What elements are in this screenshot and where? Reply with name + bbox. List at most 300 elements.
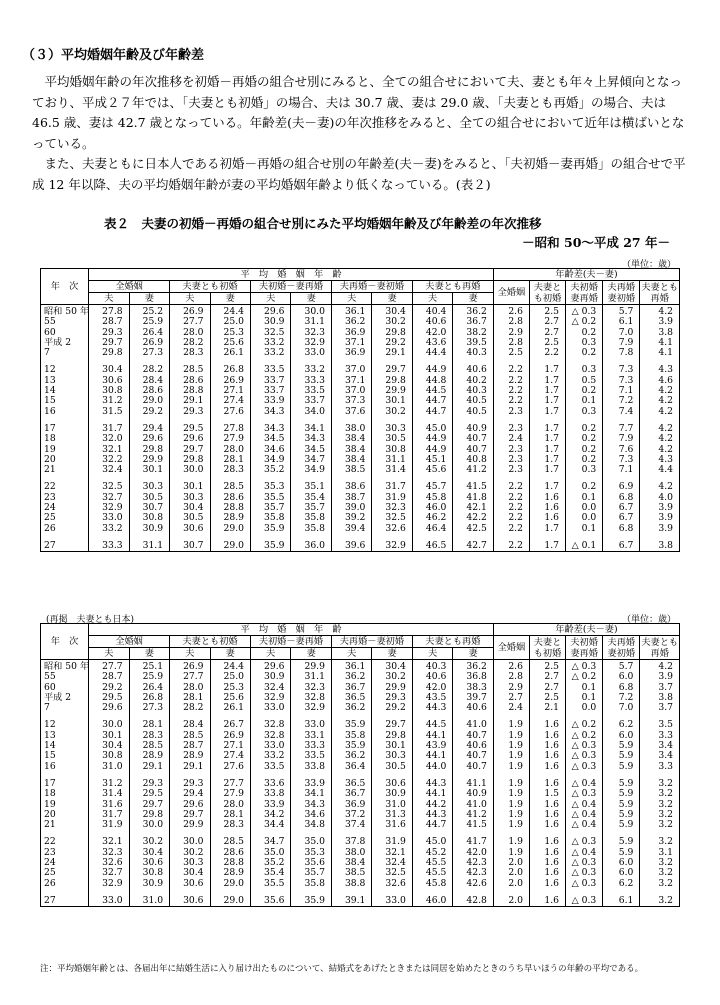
value-cell: 42.3 (453, 858, 494, 868)
value-cell: 37.0 (331, 365, 371, 375)
value-cell: 30.2 (372, 317, 412, 327)
value-cell: 44.0 (412, 762, 452, 772)
value-cell: 30.4 (89, 365, 129, 375)
header-wife: 妻 (372, 293, 412, 305)
year-cell: 22 (41, 482, 89, 492)
value-cell: 33.2 (251, 348, 291, 358)
value-cell: 36.7 (453, 317, 494, 327)
value-cell: 1.6 (529, 837, 565, 847)
value-cell: 38.2 (453, 328, 494, 338)
value-cell: 1.9 (493, 810, 529, 820)
year-cell: 12 (41, 365, 89, 375)
value-cell: 29.3 (170, 407, 210, 417)
header-h-first-w-re: 夫初婚－妻再婚 (251, 281, 332, 293)
value-cell: 34.3 (291, 800, 331, 810)
year-cell: 14 (41, 386, 89, 396)
value-cell: 40.2 (453, 376, 494, 386)
value-cell: 31.1 (129, 541, 169, 552)
value-cell: 6.8 (603, 493, 640, 503)
year-cell: 14 (41, 741, 89, 751)
value-cell: 30.8 (372, 445, 412, 455)
value-cell: 40.7 (453, 434, 494, 444)
value-cell: 32.2 (89, 455, 129, 465)
value-cell: 36.5 (331, 693, 371, 703)
value-cell: 35.3 (291, 848, 331, 858)
value-cell: 30.4 (89, 741, 129, 751)
value-cell: 28.5 (170, 731, 210, 741)
value-cell: 40.3 (412, 660, 452, 673)
value-cell: 31.4 (372, 465, 412, 475)
value-cell: 4.2 (640, 660, 680, 673)
value-cell: 0.1 (566, 396, 603, 406)
value-cell: 44.7 (412, 396, 452, 406)
value-cell: 35.0 (251, 848, 291, 858)
value-cell: 31.6 (372, 820, 412, 830)
value-cell: 24.4 (210, 660, 250, 673)
value-cell: 29.3 (372, 693, 412, 703)
value-cell: 29.9 (372, 386, 412, 396)
value-cell: 34.6 (291, 810, 331, 820)
value-cell: 28.2 (170, 703, 210, 713)
value-cell: 5.9 (603, 848, 640, 858)
value-cell: 3.1 (640, 848, 680, 858)
value-cell: 7.1 (603, 465, 640, 475)
year-cell: 7 (41, 348, 89, 358)
value-cell: 33.0 (291, 348, 331, 358)
value-cell: 2.5 (529, 305, 565, 318)
value-cell: 32.5 (251, 328, 291, 338)
value-cell: 3.9 (640, 317, 680, 327)
value-cell: 36.2 (331, 672, 371, 682)
value-cell: 40.4 (412, 305, 452, 318)
value-cell: 30.6 (129, 858, 169, 868)
header-year: 年 次 (41, 624, 89, 660)
value-cell: 2.7 (529, 683, 565, 693)
value-cell: 28.1 (210, 810, 250, 820)
value-cell: 30.0 (291, 305, 331, 318)
value-cell: 35.0 (291, 837, 331, 847)
value-cell: △ 0.4 (566, 800, 603, 810)
value-cell: 3.7 (640, 683, 680, 693)
value-cell: 1.7 (529, 524, 565, 534)
value-cell: 30.9 (372, 789, 412, 799)
value-cell: 40.7 (453, 445, 494, 455)
value-cell: 30.4 (129, 848, 169, 858)
table-row (41, 524, 680, 534)
value-cell: 36.9 (331, 800, 371, 810)
value-cell: 25.3 (210, 683, 250, 693)
header-age-diff: 年齢差(夫－妻) (493, 624, 679, 636)
value-cell: 39.1 (331, 896, 371, 907)
year-cell: 55 (41, 317, 89, 327)
value-cell: 2.9 (493, 683, 529, 693)
value-cell: 31.1 (291, 672, 331, 682)
value-cell: 26.7 (210, 720, 250, 730)
value-cell: 0.2 (566, 328, 603, 338)
value-cell: 30.5 (372, 434, 412, 444)
table-row (41, 407, 680, 417)
value-cell: 26.1 (210, 348, 250, 358)
value-cell: 37.8 (331, 837, 371, 847)
value-cell: 28.3 (170, 348, 210, 358)
value-cell: 36.1 (331, 305, 371, 318)
value-cell: 3.2 (640, 800, 680, 810)
year-cell: 15 (41, 396, 89, 406)
value-cell: 41.5 (453, 820, 494, 830)
value-cell: 7.4 (603, 407, 640, 417)
header-husband: 夫 (331, 648, 371, 660)
value-cell: 27.8 (210, 424, 250, 434)
value-cell: 32.9 (251, 693, 291, 703)
value-cell: 44.4 (412, 348, 452, 358)
value-cell: 30.1 (89, 731, 129, 741)
value-cell: 28.8 (170, 386, 210, 396)
value-cell: △ 0.3 (566, 837, 603, 847)
header-h-re-w-first: 夫再婚－妻初婚 (331, 281, 412, 293)
value-cell: 39.7 (453, 693, 494, 703)
value-cell: 4.2 (640, 482, 680, 492)
value-cell: 45.0 (412, 424, 452, 434)
value-cell: 31.0 (372, 800, 412, 810)
value-cell: 46.4 (412, 524, 452, 534)
year-cell: 25 (41, 868, 89, 878)
value-cell: 2.7 (529, 328, 565, 338)
header-avg-age: 平 均 婚 姻 年 齢 (89, 624, 494, 636)
value-cell: 31.2 (89, 779, 129, 789)
value-cell: 29.4 (170, 789, 210, 799)
value-cell: 1.9 (493, 741, 529, 751)
header-wife: 妻 (210, 293, 250, 305)
value-cell: 30.2 (372, 407, 412, 417)
value-cell: 34.2 (251, 810, 291, 820)
value-cell: 29.0 (210, 524, 250, 534)
value-cell: 6.0 (603, 731, 640, 741)
value-cell: 31.6 (89, 800, 129, 810)
header-all: 全婚姻 (89, 636, 170, 648)
table-subtitle: －昭和 50～平成 27 年－ (522, 235, 670, 250)
value-cell: 1.7 (529, 455, 565, 465)
value-cell: 40.6 (453, 365, 494, 375)
value-cell: 29.5 (170, 424, 210, 434)
value-cell: 36.2 (453, 305, 494, 318)
year-cell: 21 (41, 465, 89, 475)
value-cell: 35.8 (291, 879, 331, 889)
value-cell: 29.7 (372, 720, 412, 730)
value-cell: 34.5 (251, 434, 291, 444)
value-cell: 1.9 (493, 789, 529, 799)
value-cell: 36.9 (331, 348, 371, 358)
value-cell: 3.3 (640, 731, 680, 741)
unit-label-2: （単位：歳） (621, 615, 676, 625)
value-cell: 40.6 (453, 741, 494, 751)
value-cell: 0.0 (566, 703, 603, 713)
value-cell: 40.6 (453, 703, 494, 713)
value-cell: 46.0 (412, 503, 452, 513)
value-cell: 45.8 (412, 879, 452, 889)
value-cell: 27.7 (89, 660, 129, 673)
value-cell: 44.5 (412, 386, 452, 396)
value-cell: 42.0 (453, 848, 494, 858)
value-cell: 25.6 (210, 693, 250, 703)
value-cell: 30.7 (129, 503, 169, 513)
value-cell: 27.9 (210, 789, 250, 799)
value-cell: 0.3 (566, 407, 603, 417)
value-cell: 29.1 (170, 762, 210, 772)
value-cell: 0.2 (566, 455, 603, 465)
value-cell: 2.8 (493, 338, 529, 348)
value-cell: 44.9 (412, 445, 452, 455)
header-age-diff: 年齢差(夫－妻) (493, 269, 679, 281)
value-cell: 40.5 (453, 396, 494, 406)
table-row (41, 703, 680, 713)
value-cell: 32.9 (291, 703, 331, 713)
value-cell: 27.7 (170, 672, 210, 682)
value-cell: 35.6 (291, 858, 331, 868)
value-cell: 29.5 (129, 789, 169, 799)
value-cell: 3.2 (640, 820, 680, 830)
header-both-first: 夫妻とも初婚 (170, 281, 251, 293)
value-cell: 2.2 (493, 524, 529, 534)
value-cell: 2.3 (493, 407, 529, 417)
header-husband: 夫 (89, 648, 129, 660)
value-cell: △ 0.3 (566, 305, 603, 318)
value-cell: 36.2 (331, 751, 371, 761)
value-cell: 5.7 (603, 305, 640, 318)
value-cell: 24.4 (210, 305, 250, 318)
header-diff-h-re-w-first: 夫再婚妻初婚 (603, 636, 640, 660)
value-cell: 3.8 (640, 328, 680, 338)
year-cell: 19 (41, 800, 89, 810)
header-h-first-w-re: 夫初婚－妻再婚 (251, 636, 332, 648)
value-cell: 26.9 (170, 660, 210, 673)
header-husband: 夫 (170, 293, 210, 305)
value-cell: △ 0.3 (566, 896, 603, 907)
value-cell: 42.8 (453, 896, 494, 907)
value-cell: 30.2 (170, 848, 210, 858)
value-cell: 30.6 (170, 524, 210, 534)
value-cell: 2.4 (493, 434, 529, 444)
year-cell: 27 (41, 896, 89, 907)
value-cell: 29.6 (251, 305, 291, 318)
value-cell: 32.8 (251, 720, 291, 730)
value-cell: 46.0 (412, 896, 452, 907)
value-cell: 4.2 (640, 305, 680, 318)
value-cell: 32.5 (89, 482, 129, 492)
value-cell: 33.0 (372, 896, 412, 907)
value-cell: 30.5 (372, 762, 412, 772)
value-cell: 44.3 (412, 779, 452, 789)
value-cell: 31.9 (89, 820, 129, 830)
value-cell: 40.8 (453, 455, 494, 465)
value-cell: 31.1 (291, 317, 331, 327)
value-cell: 0.2 (566, 424, 603, 434)
header-husband: 夫 (251, 293, 291, 305)
value-cell: 29.7 (170, 445, 210, 455)
value-cell: 41.5 (453, 482, 494, 492)
value-cell: 30.0 (129, 820, 169, 830)
value-cell: 2.2 (493, 386, 529, 396)
value-cell: 36.7 (331, 789, 371, 799)
value-cell: 40.9 (453, 424, 494, 434)
value-cell: 27.6 (210, 407, 250, 417)
value-cell: 30.3 (372, 751, 412, 761)
value-cell: 1.9 (493, 800, 529, 810)
value-cell: 35.5 (251, 879, 291, 889)
value-cell: 44.1 (412, 731, 452, 741)
value-cell: 32.4 (89, 465, 129, 475)
value-cell: 33.3 (291, 376, 331, 386)
value-cell: △ 0.3 (566, 751, 603, 761)
value-cell: 0.2 (566, 482, 603, 492)
value-cell: 35.8 (291, 513, 331, 523)
year-cell: 昭和 50 年 (41, 305, 89, 318)
value-cell: 0.3 (566, 338, 603, 348)
value-cell: 2.0 (493, 858, 529, 868)
value-cell: 33.2 (89, 524, 129, 534)
value-cell: 28.1 (129, 720, 169, 730)
value-cell: 39.5 (453, 338, 494, 348)
value-cell: 2.0 (493, 879, 529, 889)
value-cell: 29.8 (372, 328, 412, 338)
value-cell: 38.4 (331, 455, 371, 465)
value-cell: 42.6 (453, 879, 494, 889)
value-cell: 28.5 (210, 482, 250, 492)
value-cell: 35.9 (331, 741, 371, 751)
header-wife: 妻 (291, 293, 331, 305)
value-cell: 26.4 (129, 328, 169, 338)
value-cell: 4.3 (640, 365, 680, 375)
value-cell: △ 0.4 (566, 820, 603, 830)
value-cell: 33.0 (251, 741, 291, 751)
value-cell: 30.1 (170, 482, 210, 492)
value-cell: 28.9 (210, 868, 250, 878)
value-cell: 2.7 (529, 672, 565, 682)
value-cell: 29.0 (129, 396, 169, 406)
value-cell: 33.3 (89, 541, 129, 552)
value-cell: 27.9 (210, 434, 250, 444)
value-cell: 7.3 (603, 376, 640, 386)
value-cell: 30.6 (89, 376, 129, 386)
value-cell: 29.9 (291, 660, 331, 673)
value-cell: 2.2 (493, 513, 529, 523)
value-cell: 5.9 (603, 751, 640, 761)
value-cell: 3.9 (640, 503, 680, 513)
year-cell: 平成 2 (41, 693, 89, 703)
value-cell: 0.3 (566, 365, 603, 375)
year-cell: 12 (41, 720, 89, 730)
value-cell: 36.7 (331, 683, 371, 693)
value-cell: 45.1 (412, 455, 452, 465)
value-cell: 32.6 (372, 879, 412, 889)
value-cell: 29.8 (89, 348, 129, 358)
value-cell: 26.9 (129, 338, 169, 348)
value-cell: 28.0 (170, 328, 210, 338)
value-cell: 1.6 (529, 493, 565, 503)
value-cell: 2.7 (529, 317, 565, 327)
value-cell: 42.3 (453, 868, 494, 878)
value-cell: 6.8 (603, 683, 640, 693)
year-cell: 27 (41, 541, 89, 552)
value-cell: 2.6 (493, 305, 529, 318)
value-cell: 32.9 (89, 503, 129, 513)
section-title: （３）平均婚姻年齢及び年齢差 (22, 48, 205, 63)
value-cell: 28.3 (129, 731, 169, 741)
value-cell: 27.1 (210, 386, 250, 396)
value-cell: 29.8 (170, 455, 210, 465)
value-cell: 3.2 (640, 810, 680, 820)
year-cell: 24 (41, 503, 89, 513)
value-cell: 28.0 (210, 800, 250, 810)
value-cell: 29.3 (89, 328, 129, 338)
value-cell: 6.7 (603, 541, 640, 552)
value-cell: 43.9 (412, 741, 452, 751)
value-cell: 36.2 (453, 660, 494, 673)
value-cell: 29.6 (251, 660, 291, 673)
value-cell: 29.7 (129, 800, 169, 810)
value-cell: △ 0.2 (566, 720, 603, 730)
value-cell: 7.7 (603, 424, 640, 434)
value-cell: 33.5 (251, 762, 291, 772)
value-cell: 29.1 (170, 396, 210, 406)
value-cell: 6.8 (603, 524, 640, 534)
value-cell: 7.0 (603, 328, 640, 338)
value-cell: △ 0.3 (566, 660, 603, 673)
value-cell: 32.9 (89, 879, 129, 889)
value-cell: 30.5 (170, 513, 210, 523)
value-cell: 40.6 (412, 672, 452, 682)
year-cell: 16 (41, 407, 89, 417)
value-cell: 34.6 (251, 445, 291, 455)
value-cell: 29.3 (129, 779, 169, 789)
value-cell: 1.6 (529, 896, 565, 907)
header-diff-both-first: 夫妻とも初婚 (529, 281, 565, 305)
year-cell: 25 (41, 513, 89, 523)
header-both-first: 夫妻とも初婚 (170, 636, 251, 648)
value-cell: 44.7 (412, 820, 452, 830)
value-cell: 1.6 (529, 820, 565, 830)
value-cell: 1.6 (529, 800, 565, 810)
value-cell: 1.6 (529, 779, 565, 789)
value-cell: 1.7 (529, 482, 565, 492)
value-cell: 34.7 (251, 837, 291, 847)
value-cell: 5.9 (603, 789, 640, 799)
value-cell: 45.6 (412, 465, 452, 475)
value-cell: 6.2 (603, 879, 640, 889)
value-cell: 36.9 (331, 328, 371, 338)
footnote: 注：平均婚姻年齢とは、各届出年に結婚生活に入り届け出たものについて、結婚式をあげたときまたは同居を始めたときのうち早いほうの年齢の平均である。 (40, 964, 644, 974)
age-table (40, 268, 680, 552)
value-cell: 39.6 (331, 541, 371, 552)
header-wife: 妻 (129, 293, 169, 305)
value-cell: 42.1 (453, 503, 494, 513)
value-cell: 6.0 (603, 672, 640, 682)
value-cell: 28.7 (89, 317, 129, 327)
value-cell: 40.7 (453, 762, 494, 772)
value-cell: 4.4 (640, 465, 680, 475)
value-cell: 3.2 (640, 879, 680, 889)
value-cell: 44.9 (412, 365, 452, 375)
value-cell: 2.2 (493, 493, 529, 503)
value-cell: 33.2 (291, 365, 331, 375)
age-table-japanese (40, 623, 680, 907)
table-row (41, 541, 680, 552)
value-cell: 32.1 (89, 837, 129, 847)
header-diff-all: 全婚姻 (493, 281, 529, 305)
value-cell: 29.2 (89, 683, 129, 693)
value-cell: △ 0.3 (566, 762, 603, 772)
value-cell: 1.6 (529, 879, 565, 889)
value-cell: 38.5 (331, 868, 371, 878)
